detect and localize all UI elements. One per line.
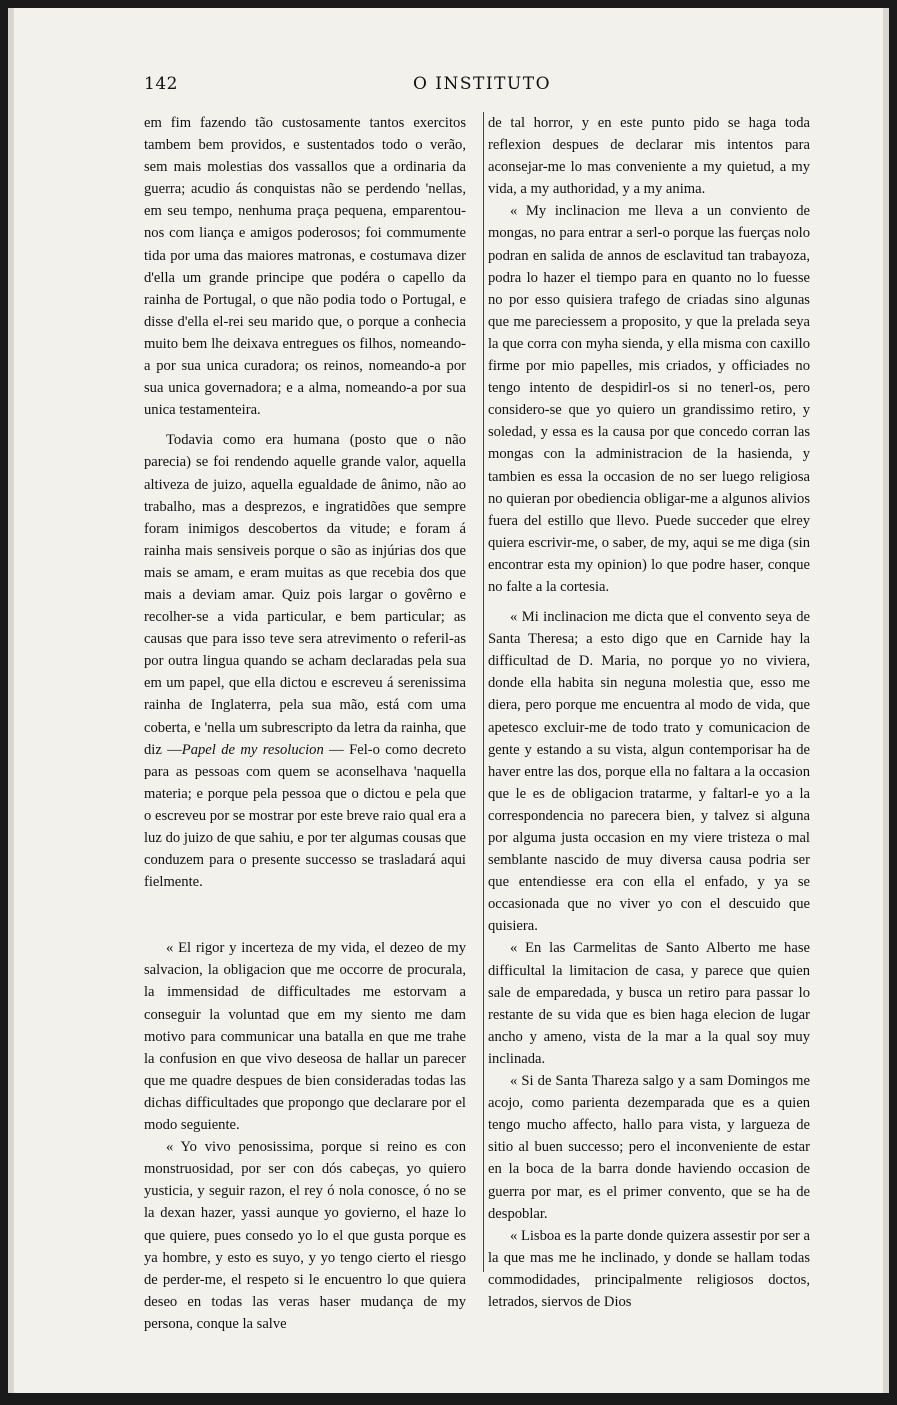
left-paragraph-2 [144,429,466,893]
right-column [488,112,810,1313]
right-paragraph-4: « En las Carmelitas de Santo Alberto me hase difficultal la limitacion de casa, y parece que quien sale de emparedada, y busca un retiro para passar lo restante de su vida que es bien haga elecion de lugar ancho y ameno, vista de la mar a la qual soy muy inclinada. [488,940,810,1067]
left-paragraph-2-text-b: — Fel-o como decreto para as pessoas com quem se aconselhava 'naquella materia; e porque pela pessoa que o dictou e pela que o escreveu por se mostrar por este breve raio qual era a luz do juizo de que sahiu, e por ter algumas cousas que conduzem para o presente successo se trasladará aqui fielmente. [144,741,466,891]
running-header [144,74,820,98]
italic-title-papel: Papel de my resolucion [181,741,324,758]
scan-border-right [883,8,889,1393]
left-paragraph-1: em fim fazendo tão custosamente tantos exercitos tambem bem providos, e sustentados todo o verão, sem mais molestias dos vassallos que a ordinaria da guerra; acudio ás conquistas não se perdendo 'nellas, em seu tempo, nenhuma praça pequena, emparentou-nos com liança e amigos poderosos; foi commumente tida por uma das maiores matronas, e costumava dizer d'ella um grande principe que podéra o capello da rainha de Portugal, o que não podia todo o Portugal, e disse d'ella el-rei seu marido que, o porque a conhecia muito bem lhe deixava entregues os filhos, nomeando-a por sua unica curadora; os reinos, nomeando-a por sua unica governadora; e a alma, nomeando-a por sua unica testamenteira. [144,115,466,419]
left-paragraph-4: « Yo vivo penosissima, porque si reino es con monstruosidad, por ser con dós cabeças, yo quiero yusticia, y seguir razon, el rey ó nola conosce, ó no se la dexan hazer, yassi aunque yo govierno, el haze lo que quiere, pues consedo yo lo el que gusta porque es ya hombre, y esto es suyo, y yo tengo cierto el riesgo de perder-me, el respeto si le encuentro lo que quiera deseo en todas las veras haser mudança de my persona, conque la salve [144,1139,466,1332]
scan-border-left [8,8,14,1393]
column-divider [483,112,484,1272]
right-paragraph-5: « Si de Santa Thareza salgo y a sam Domingos me acojo, como parienta dezemparada que es a quien tengo mucho affecto, hallo para vista, y largueza de sitio al buen successo; pero el inconveniente de estar en la boca de la barra donde haviendo occasion de guerra por mar, es el primer convento, que se ha de despoblar. [488,1073,810,1222]
journal-title: O INSTITUTO [412,74,552,94]
right-paragraph-1: de tal horror, y en este punto pido se haga toda reflexion despues de declarar mis intentos para aconsejar-me lo mas conveniente a my quietud, a my vida, a my authoridad, y a my anima. [488,115,810,198]
scanned-page [8,8,889,1393]
right-paragraph-3: « Mi inclinacion me dicta que el convento seya de Santa Theresa; a esto digo que en Carnide hay la difficultad de D. Maria, no porque yo no viviera, donde ella habita sin neguna molestia que, esso me diera, pero porque me encuentra al modo de vida, que apetesco excluir-me de todo trato y comunicacion de gente y estando a su vista, algun contemporisar ha de haver entre las dos, porque ella no faltara a la occasion que le es de obligacion tratarme, y faltarl-e yo a la correspondencia no parecera bien, y talvez si alguna por alguma justa occasion en my viere tristeza o mal semblante nascido de muy diversa causa podria ser que entendiesse era con ella el enfado, y ya se occasionada que no viver yo con el descuido que quisiera. [488,609,810,935]
left-paragraph-3: « El rigor y incerteza de my vida, el dezeo de my salvacion, la obligacion que me occorre de procurala, la immensidad de difficultades me estorvam a conseguir la voluntad que em my siento me dam motivo para communicar una batalla en que me trahe la confusion en que vivo deseosa de hallar un parecer que me quadre despues de bien consideradas todas las dichas difficultades que propongo que declarare por el modo seguiente. [144,940,466,1134]
page-number: 142 [144,74,178,94]
left-paragraph-2-text-a: Todavia como era humana (posto que o não parecia) se foi rendendo aquelle grande valor, aquella altiveza de juizo, aquella egualdade de ânimo, não ao trabalho, mas a desprezos, e ingratidões que sempre foram inimigos descobertos da vitude; e foram á rainha mais sensiveis porque o são as injúrias dos que mais se amam, e eram muitas as que recebia dos que mais a deviam amar. Quiz pois largar o govêrno e recolher-se a vida particular, e bem particular; as causas que para isso teve sera atrevimento o referil-as por outra lingua quando se acham declaradas pela sua em um papel, que ella dictou e escreveu á serenissima rainha de Inglaterra, pela sua mão, está com uma coberta, e 'nella um subrescripto da letra da rainha, que diz — [144,432,466,758]
left-column [144,112,466,1335]
right-paragraph-2: « My inclinacion me lleva a un conviento de mongas, no para entrar a serl-o porque las fuerças nolo podran en salida de annos de esclavitud tan trabayoza, podra lo hazer el tiempo para en quanto no lo fuesse no por esso quisiera trafego de criadas sino algunas que me pareciessem a proposito, y que la prelada seya la que corra con myha sienda, y ella misma con caxillo firme por mio papelles, mis criados, y officiades no tengo intento de despidirl-os si no tenerl-os, pero considero-se que yo quiero un grandissimo retiro, y soledad, y essa es la causa por que concedo corran las mongas con la administracion de la hasienda, y tambien es essa la occasion de no ser luego religiosa no quieran por obediencia obligar-me a algunos alivios fuera del estillo que llevo. Puede succeder que elrey quiera escrivir-me, o saber, de my, aqui se me diga (sin encontrar esta my opinion) lo que podre haser, conque no falte a la cortesia. [488,203,810,595]
right-paragraph-6: « Lisboa es la parte donde quizera assestir por ser a la que mas me he inclinado, y donde se hallam todas commodidades, principalmente religiosos doctos, letrados, siervos de Dios [488,1227,810,1310]
